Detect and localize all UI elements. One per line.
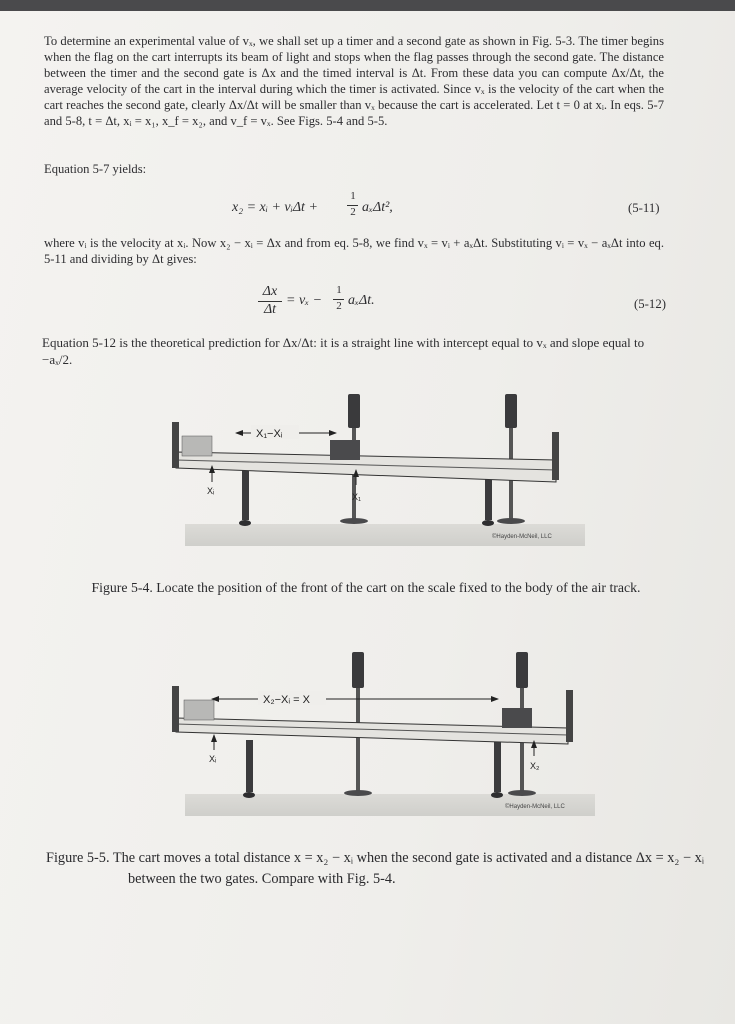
equation-5-12-frac-den: 2	[336, 300, 342, 312]
gate-1-base	[340, 518, 368, 524]
equation-5-11-rhs: aₓΔt²,	[362, 200, 393, 215]
equation-5-12-frac-num: 1	[336, 284, 342, 296]
photogate-2	[505, 394, 517, 428]
figure-5-4-caption-text: Figure 5-4. Locate the position of the front of the cart on the scale fixed to the body of the air track.	[91, 580, 641, 595]
track-leg-left	[246, 740, 253, 792]
track-end-right	[552, 432, 559, 480]
distance-label: X₂−Xᵢ = X	[263, 694, 310, 706]
equation-5-11-frac-num: 1	[350, 190, 356, 202]
figure-5-4-diagram	[172, 394, 585, 546]
leg-foot-right	[482, 520, 494, 526]
cart-start	[182, 436, 212, 456]
figure-credit: ©Hayden-McNeil, LLC	[492, 534, 552, 540]
leg-foot-right	[491, 792, 503, 798]
track-end-left	[172, 422, 179, 468]
gate-2-base	[508, 790, 536, 796]
photogate-1	[352, 652, 364, 688]
figure-credit: ©Hayden-McNeil, LLC	[505, 804, 565, 810]
figure-5-5-caption	[46, 848, 706, 890]
gate-1-pole	[356, 688, 360, 792]
position-label-xi: Xᵢ	[209, 754, 217, 764]
position-label-x1: X₁	[352, 492, 362, 502]
distance-label: X₁−Xᵢ	[256, 428, 283, 440]
gate-1-base	[344, 790, 372, 796]
track-leg-right	[494, 742, 501, 792]
photogate-2	[516, 652, 528, 688]
equation-5-12-lhs-num: Δx	[262, 284, 278, 299]
cart-at-gate-1	[330, 440, 360, 460]
track-leg-right	[485, 478, 492, 520]
leg-foot-left	[239, 520, 251, 526]
air-track	[176, 452, 556, 482]
equation-5-12-lhs-den: Δt	[263, 302, 277, 317]
equation-5-7-intro-text: Equation 5-7 yields:	[44, 162, 147, 176]
equation-5-12-mid: = vₓ −	[286, 293, 323, 308]
leg-foot-left	[243, 792, 255, 798]
figure-5-5-caption-text: Figure 5-5. The cart moves a total distance x = x₂ − xᵢ when the second gate is activated and a distance Δx = x₂ − xᵢ between the two gates. Compare with Fig. 5-4.	[46, 850, 705, 887]
equation-5-11-frac-den: 2	[350, 206, 356, 218]
photogate-1	[348, 394, 360, 428]
figure-5-4-caption	[48, 578, 684, 597]
equation-5-11-lhs: x₂ = xᵢ + vᵢΔt +	[232, 200, 318, 215]
track-leg-left	[242, 468, 249, 520]
equation-5-11-number: (5-11)	[628, 201, 660, 215]
conclusion-text: Equation 5-12 is the theoretical prediction for Δx/Δt: it is a straight line with intercept equal to vₓ and slope equal to −aₓ/2.	[42, 335, 645, 367]
cart-start	[184, 700, 214, 720]
middle-text: where vᵢ is the velocity at xᵢ. Now x₂ − xᵢ = Δx and from eq. 5-8, we find vₓ = vᵢ + aₓΔt. Substituting vᵢ = vₓ − aₓΔt into eq. 5-11 and dividing by Δt gives:	[44, 236, 664, 266]
track-end-right	[566, 690, 573, 742]
gate-2-base	[497, 518, 525, 524]
intro-text: To determine an experimental value of vₓ, we shall set up a timer and a second gate as shown in Fig. 5-3. The timer begins when the flag on the cart interrupts its beam of light and stops when the flag passes through the second gate. The distance between the timer and the second gate is Δx and the timed interval is Δt. From these data you can compute Δx/Δt, the average velocity of the cart in the interval during which the timer is activated. Since vₓ is the velocity of the cart when the cart reaches the second gate, clearly Δx/Δt will be smaller than vₓ because the cart is accelerated. Let t = 0 at xᵢ. In eqs. 5-7 and 5-8, t = Δt, xᵢ = x₁, x_f = x₂, and v_f = vₓ. See Figs. 5-4 and 5-5.	[44, 34, 664, 128]
position-label-x2: X₂	[530, 761, 540, 771]
track-end-left	[172, 686, 179, 732]
figure-5-5-diagram	[172, 652, 595, 816]
position-label-xi: Xᵢ	[207, 486, 215, 496]
equation-5-12-number: (5-12)	[634, 297, 666, 311]
cart-at-gate-2	[502, 708, 532, 728]
equation-5-12-rhs: aₓΔt.	[348, 293, 375, 308]
